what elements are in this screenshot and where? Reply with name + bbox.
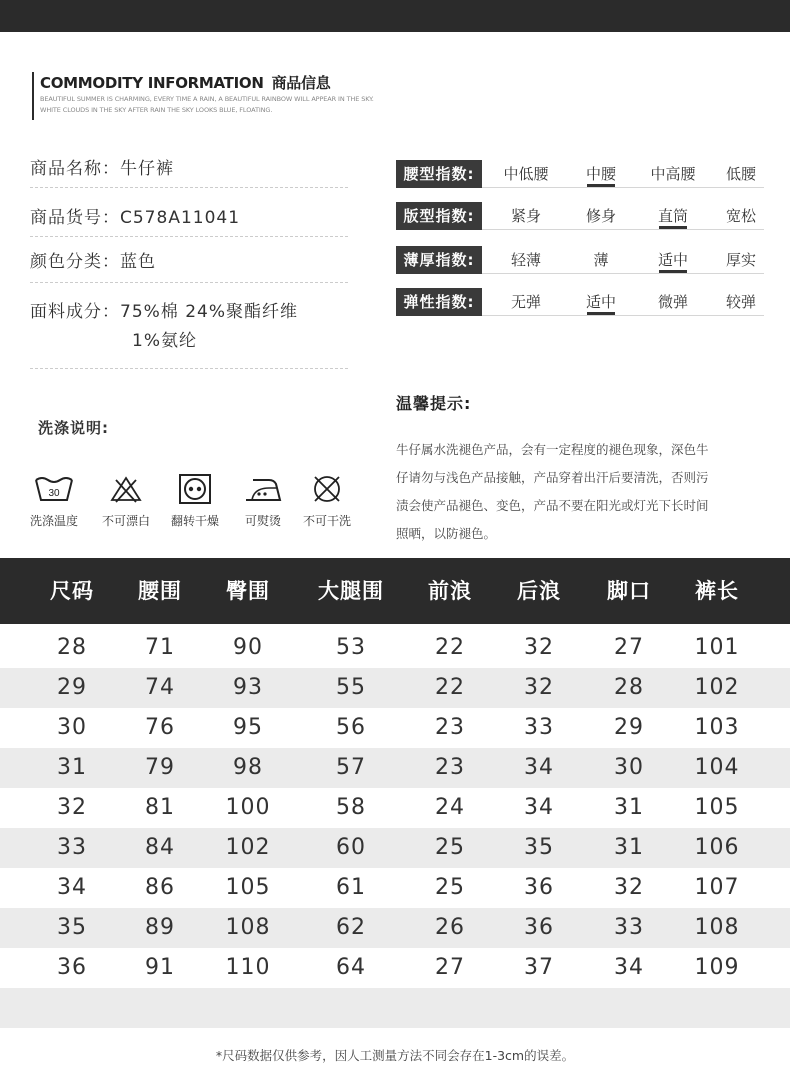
- table-cell: 109: [694, 955, 740, 980]
- table-cell: 32: [57, 795, 87, 820]
- index-thickness: [396, 246, 764, 274]
- table-row: [0, 868, 790, 908]
- size-footnote: *尺码数据仅供参考，因人工测量方法不同会存在1-3cm的误差。: [215, 1048, 575, 1063]
- table-cell: 104: [694, 755, 740, 780]
- size-table-header: [0, 558, 790, 624]
- table-cell: 28: [614, 675, 644, 700]
- index-elasticity-option: 微弹: [657, 293, 688, 311]
- table-cell: 27: [435, 955, 465, 980]
- table-cell: 27: [614, 635, 644, 660]
- table-cell: 31: [614, 795, 644, 820]
- col-header-back-rise: 后浪: [517, 579, 561, 603]
- product-name-label: 商品名称：: [30, 159, 120, 179]
- table-cell: 93: [233, 675, 263, 700]
- table-cell: 71: [145, 635, 175, 660]
- table-row: [0, 788, 790, 828]
- header-subtitle-2: WHITE CLOUDS IN THE SKY AFTER RAIN THE SKY LOOKS BLUE, FLOATING.: [40, 106, 273, 114]
- table-cell: 23: [435, 755, 465, 780]
- index-waist: [396, 160, 764, 188]
- table-cell: 31: [614, 835, 644, 860]
- col-header-waist: 腰围: [138, 579, 182, 603]
- table-cell: 60: [336, 835, 366, 860]
- product-color-value: 蓝色: [120, 252, 156, 272]
- table-cell: 22: [435, 675, 465, 700]
- table-cell: 36: [524, 875, 554, 900]
- wash-item: [227, 474, 299, 529]
- wash-label: 可熨烫: [244, 514, 281, 528]
- iron-icon: [243, 474, 283, 504]
- product-fabric-row: [30, 297, 348, 369]
- index-fit-option: 宽松: [725, 207, 756, 225]
- product-fabric-label: 面料成分：: [30, 302, 120, 322]
- table-cell: 32: [524, 675, 554, 700]
- table-cell: 34: [524, 755, 554, 780]
- table-cell: 62: [336, 915, 366, 940]
- table-cell: 76: [145, 715, 175, 740]
- table-cell: 24: [435, 795, 465, 820]
- col-header-leg-opening: 脚口: [607, 579, 651, 603]
- table-cell: 35: [524, 835, 554, 860]
- index-fit: [396, 202, 764, 230]
- table-row: [0, 908, 790, 948]
- table-cell: 32: [614, 875, 644, 900]
- table-row: [0, 628, 790, 668]
- table-cell: 84: [145, 835, 175, 860]
- table-cell: 98: [233, 755, 263, 780]
- table-cell: 74: [145, 675, 175, 700]
- table-cell: 110: [225, 955, 271, 980]
- product-fabric-line1: 75%棉 24%聚酯纤维: [120, 302, 298, 322]
- table-cell: 25: [435, 835, 465, 860]
- table-cell: 101: [694, 635, 740, 660]
- index-thickness-option: 薄: [593, 251, 609, 269]
- table-cell: 61: [336, 875, 366, 900]
- table-cell: 57: [336, 755, 366, 780]
- col-header-front-rise: 前浪: [428, 579, 472, 603]
- tips-line: 牛仔属水洗褪色产品，会有一定程度的褪色现象，深色牛: [396, 442, 709, 457]
- table-cell: 105: [225, 875, 271, 900]
- top-bar: [0, 0, 790, 32]
- wash-label: 不可漂白: [101, 514, 150, 528]
- index-waist-option-selected: 中腰: [569, 164, 633, 187]
- table-cell: 33: [57, 835, 87, 860]
- product-fabric-line2: 1%氨纶: [132, 331, 197, 351]
- table-cell: 108: [694, 915, 740, 940]
- index-fit-label: 版型指数:: [396, 202, 482, 230]
- table-cell: 26: [435, 915, 465, 940]
- index-waist-option: 中低腰: [503, 165, 549, 183]
- col-header-size: 尺码: [50, 579, 94, 603]
- table-cell: 100: [225, 795, 271, 820]
- table-cell: 106: [694, 835, 740, 860]
- index-elasticity-label: 弹性指数:: [396, 288, 482, 316]
- index-thickness-option-selected: 适中: [641, 250, 705, 273]
- no-bleach-icon: [106, 474, 146, 504]
- washing-title: 洗涤说明:: [38, 419, 109, 437]
- table-blank-row: [0, 988, 790, 1028]
- product-code-value: C578A11041: [120, 208, 241, 228]
- index-fit-option: 修身: [585, 207, 616, 225]
- product-code-row: [30, 203, 348, 237]
- table-cell: 33: [524, 715, 554, 740]
- index-fit-option-selected: 直筒: [641, 206, 705, 229]
- table-cell: 37: [524, 955, 554, 980]
- table-cell: 23: [435, 715, 465, 740]
- table-cell: 64: [336, 955, 366, 980]
- tips-line: 仔请勿与浅色产品接触，产品穿着出汗后要清洗，否则污: [396, 470, 709, 485]
- table-cell: 86: [145, 875, 175, 900]
- wash-item: [159, 474, 231, 529]
- table-cell: 35: [57, 915, 87, 940]
- no-dry-clean-icon: [307, 474, 347, 504]
- table-cell: 25: [435, 875, 465, 900]
- table-row: [0, 948, 790, 988]
- table-cell: 55: [336, 675, 366, 700]
- col-header-length: 裤长: [695, 579, 739, 603]
- index-waist-option: 中高腰: [650, 165, 696, 183]
- product-name-value: 牛仔裤: [120, 159, 174, 179]
- table-cell: 91: [145, 955, 175, 980]
- table-cell: 32: [524, 635, 554, 660]
- index-fit-option: 紧身: [510, 207, 541, 225]
- wash-item: [18, 474, 90, 529]
- header-title: [40, 72, 452, 94]
- table-cell: 107: [694, 875, 740, 900]
- wash-item: [291, 474, 363, 529]
- table-cell: 29: [57, 675, 87, 700]
- tips-text: [396, 436, 762, 548]
- header-subtitle-1: BEAUTIFUL SUMMER IS CHARMING, EVERY TIME A RAIN, A BEAUTIFUL RAINBOW WILL APPEAR IN THE SKY.: [40, 95, 374, 103]
- index-waist-option: 低腰: [725, 165, 756, 183]
- table-cell: 31: [57, 755, 87, 780]
- product-color-row: [30, 247, 348, 283]
- index-elasticity-option-selected: 适中: [569, 292, 633, 315]
- tumble-dry-icon: [175, 474, 215, 504]
- table-row: [0, 708, 790, 748]
- table-cell: 95: [233, 715, 263, 740]
- commodity-header: [32, 72, 452, 120]
- wash-label: 翻转干燥: [170, 514, 219, 528]
- index-thickness-option: 轻薄: [510, 251, 541, 269]
- table-cell: 56: [336, 715, 366, 740]
- index-elasticity-option: 较弹: [725, 293, 756, 311]
- index-elasticity-option: 无弹: [510, 293, 541, 311]
- table-cell: 34: [614, 955, 644, 980]
- table-cell: 33: [614, 915, 644, 940]
- product-name-row: [30, 154, 348, 188]
- table-cell: 102: [694, 675, 740, 700]
- table-row: [0, 828, 790, 868]
- table-cell: 30: [57, 715, 87, 740]
- tips-line: 渍会使产品褪色、变色，产品不要在阳光或灯光下长时间: [396, 498, 709, 513]
- table-cell: 103: [694, 715, 740, 740]
- table-cell: 79: [145, 755, 175, 780]
- index-elasticity: [396, 288, 764, 316]
- table-cell: 29: [614, 715, 644, 740]
- table-cell: 105: [694, 795, 740, 820]
- table-cell: 53: [336, 635, 366, 660]
- table-row: [0, 668, 790, 708]
- table-row: [0, 748, 790, 788]
- table-cell: 22: [435, 635, 465, 660]
- table-cell: 30: [614, 755, 644, 780]
- product-code-label: 商品货号：: [30, 208, 120, 228]
- index-thickness-label: 薄厚指数:: [396, 246, 482, 274]
- tips-line: 照晒，以防褪色。: [396, 526, 497, 541]
- table-cell: 34: [57, 875, 87, 900]
- col-header-thigh: 大腿围: [318, 579, 384, 603]
- table-cell: 36: [524, 915, 554, 940]
- table-cell: 89: [145, 915, 175, 940]
- header-title-cn: 商品信息: [271, 74, 331, 92]
- index-waist-label: 腰型指数:: [396, 160, 482, 188]
- wash-30-icon: [34, 474, 74, 504]
- header-title-en: COMMODITY INFORMATION: [40, 74, 264, 92]
- table-cell: 58: [336, 795, 366, 820]
- product-color-label: 颜色分类：: [30, 252, 120, 272]
- table-cell: 90: [233, 635, 263, 660]
- table-cell: 36: [57, 955, 87, 980]
- tips-title: 温馨提示:: [396, 394, 472, 413]
- table-cell: 28: [57, 635, 87, 660]
- table-cell: 81: [145, 795, 175, 820]
- table-cell: 102: [225, 835, 271, 860]
- table-cell: 108: [225, 915, 271, 940]
- wash-label: 不可干洗: [302, 514, 351, 528]
- table-cell: 34: [524, 795, 554, 820]
- wash-label: 洗涤温度: [29, 514, 78, 528]
- wash-temp: 30: [48, 488, 60, 499]
- wash-item: [90, 474, 162, 529]
- col-header-hip: 臀围: [226, 579, 270, 603]
- index-thickness-option: 厚实: [725, 251, 756, 269]
